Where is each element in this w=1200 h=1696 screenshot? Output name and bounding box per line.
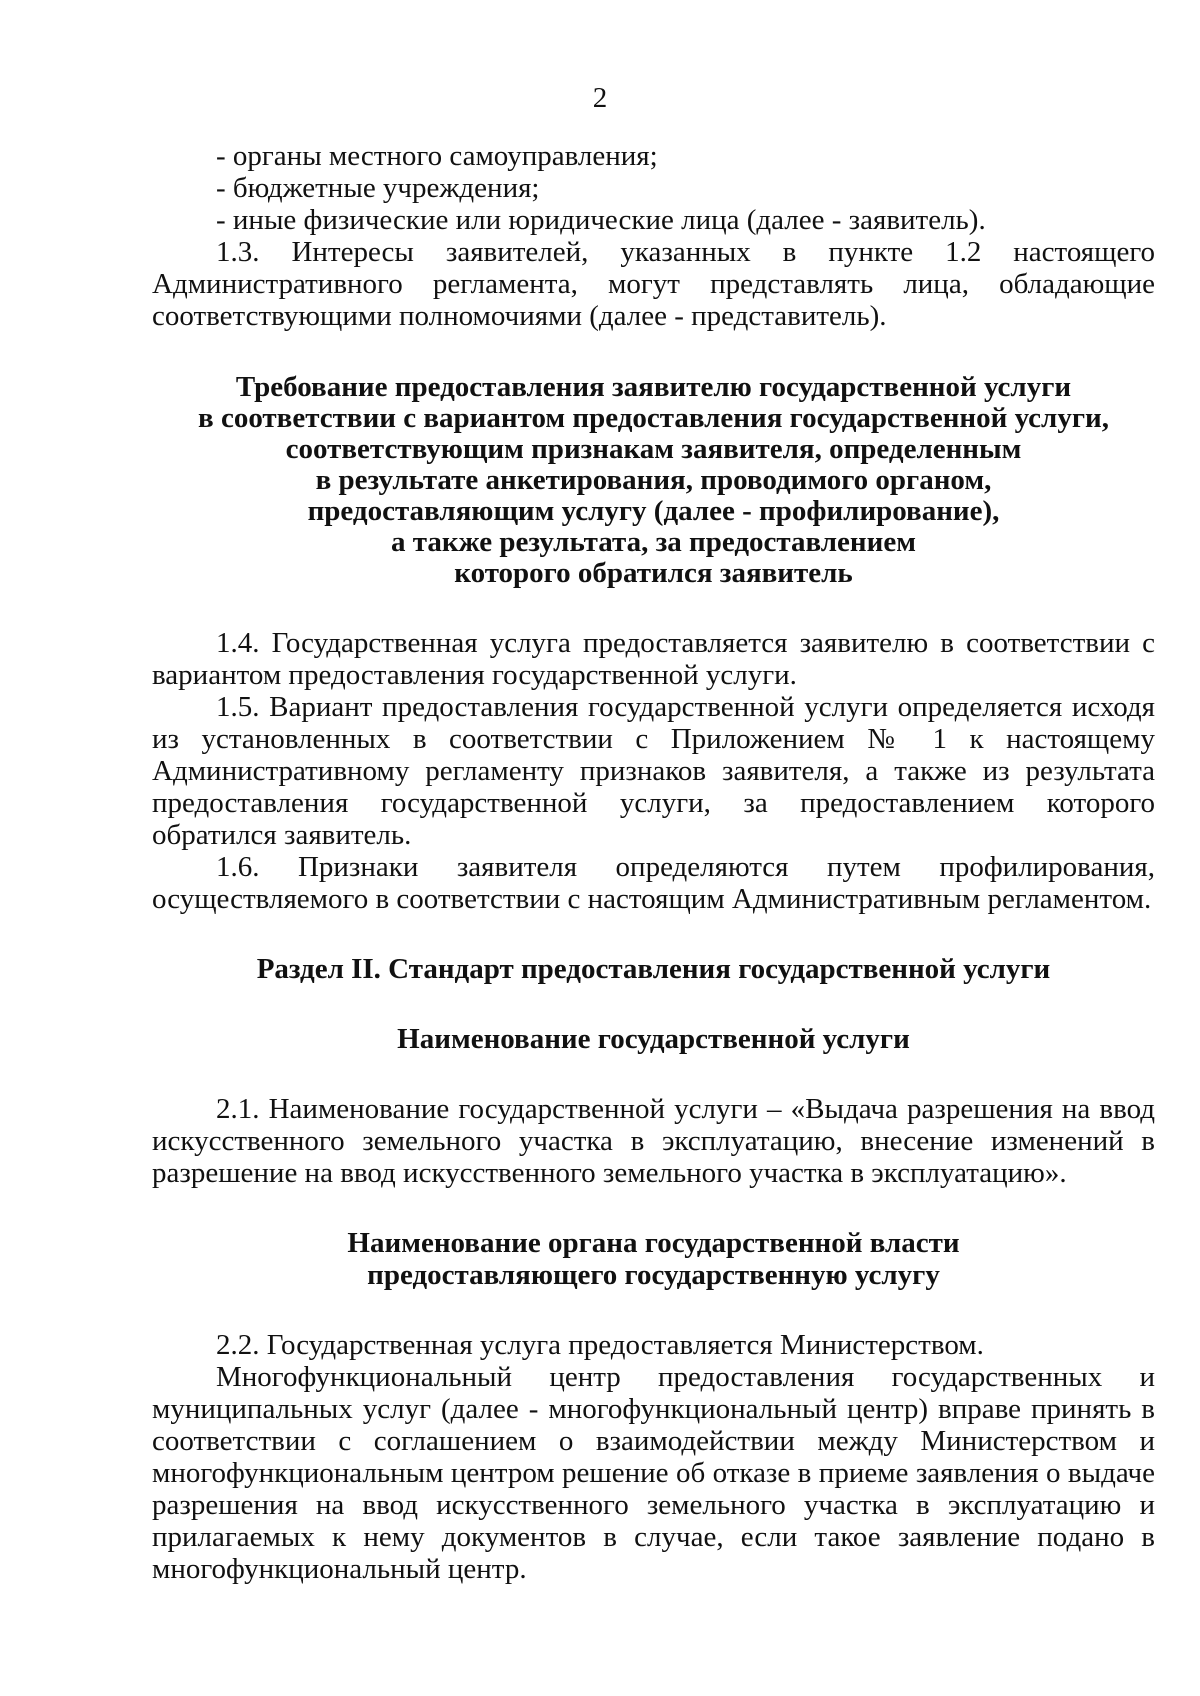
- list-item: - органы местного самоуправления;: [216, 140, 658, 172]
- heading-line: а также результата, за предоставлением: [391, 526, 916, 558]
- paragraph-1-5: 1.5. Вариант предоставления государственной услуги определяется исходя из установленных в соответствии с Приложением № 1 к настоящему Административному регламенту признаков заявителя, а также из результата предоставления государственной услуги, за предоставлением которого обратился заявитель.: [152, 691, 1155, 851]
- heading-line: Наименование органа государственной власти: [347, 1227, 960, 1259]
- heading-line: предоставляющего государственную услугу: [367, 1259, 940, 1291]
- paragraph-2-1: 2.1. Наименование государственной услуги – «Выдача разрешения на ввод искусственного земельного участка в эксплуатацию, внесение изменений в разрешение на ввод искусственного земельного участка в эксплуатацию».: [152, 1093, 1155, 1189]
- heading-line: предоставляющим услугу (далее - профилирование),: [307, 495, 1000, 527]
- paragraph-1-3: 1.3. Интересы заявителей, указанных в пункте 1.2 настоящего Административного регламента, могут представлять лица, обладающие соответствующими полномочиями (далее - представитель).: [152, 236, 1155, 332]
- heading-line: Требование предоставления заявителю государственной услуги: [235, 371, 1072, 403]
- paragraph-2-2: 2.2. Государственная услуга предоставляется Министерством.: [216, 1329, 984, 1361]
- heading-authority: [152, 1227, 1155, 1291]
- paragraph-1-6: 1.6. Признаки заявителя определяются путем профилирования, осуществляемого в соответствии с настоящим Административным регламентом.: [152, 851, 1155, 915]
- paragraph-mfc: Многофункциональный центр предоставления государственных и муниципальных услуг (далее - многофункциональный центр) вправе принять в соответствии с соглашением о взаимодействии между Министерством и многофункциональным центром решение об отказе в приеме заявления о выдаче разрешения на ввод искусственного земельного участка в эксплуатацию и прилагаемых к нему документов в случае, если такое заявление подано в многофункциональный центр.: [152, 1361, 1155, 1585]
- list-item: - бюджетные учреждения;: [216, 172, 540, 204]
- document-body: [152, 140, 1155, 1585]
- heading-requirement: [152, 372, 1155, 589]
- section-2-title: Раздел II. Стандарт предоставления государственной услуги: [256, 953, 1051, 985]
- heading-line: в соответствии с вариантом предоставления государственной услуги,: [198, 402, 1109, 434]
- heading-service-name: Наименование государственной услуги: [397, 1023, 910, 1055]
- page-number: 2: [592, 82, 608, 114]
- heading-line: в результате анкетирования, проводимого органом,: [315, 464, 992, 496]
- list-item: - иные физические или юридические лица (далее - заявитель).: [216, 204, 986, 236]
- heading-line: которого обратился заявитель: [454, 557, 853, 589]
- heading-line: соответствующим признакам заявителя, определенным: [285, 433, 1022, 465]
- paragraph-1-4: 1.4. Государственная услуга предоставляется заявителю в соответствии с вариантом предоставления государственной услуги.: [152, 627, 1155, 691]
